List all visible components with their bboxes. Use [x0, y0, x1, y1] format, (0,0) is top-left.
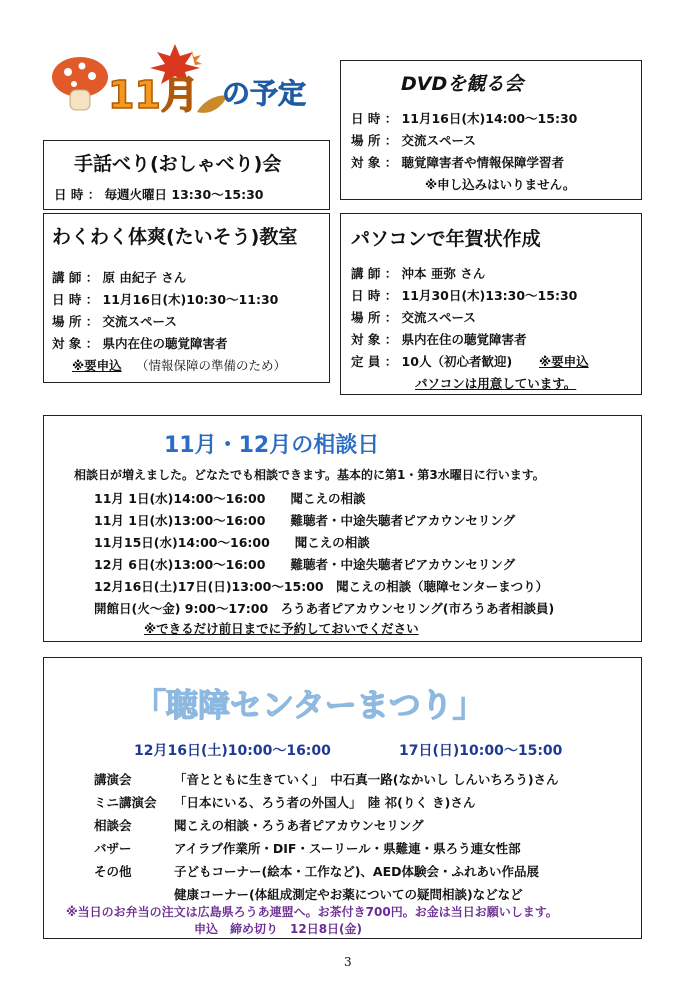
pc-row-place: 場 所 ： 交流スペース: [351, 310, 476, 325]
matsuri-text-1: 「音とともに生きていく」 中石真一路(なかいし しんいちろう)さん: [174, 772, 559, 787]
taiso-row-place: 場 所 ： 交流スペース: [52, 314, 177, 329]
shuwa-row-datetime: 日 時 ： 毎週火曜日 13:30～15:30: [54, 187, 264, 202]
title-rest: の予定: [222, 77, 307, 110]
soudan-title: 11月・12月の相談日: [164, 433, 380, 458]
taiso-box: [43, 213, 330, 383]
taiso-row-target: 対 象 ： 県内在住の聴覚障害者: [52, 336, 228, 351]
shuwa-title: 手話べり(おしゃべり)会: [74, 153, 282, 175]
mushroom-icon: [50, 52, 110, 114]
title-month: 11月: [108, 73, 199, 117]
pc-row-datetime: 日 時 ： 11月30日(木)13:30～15:30: [351, 288, 578, 303]
taiso-row-lecturer: 講 師 ： 原 由紀子 さん: [52, 270, 187, 285]
matsuri-note: ※当日のお弁当の注文は広島県ろうあ連盟へ。お茶付き700円。お金は当日お願いします。: [66, 905, 558, 919]
page-number: 3: [344, 955, 352, 969]
matsuri-date-1: 12月16日(土)10:00～16:00: [134, 743, 331, 759]
matsuri-label-1: 講演会: [94, 772, 132, 787]
pc-row-apply: ※要申込: [539, 354, 589, 369]
dvd-title: DVDを観る会: [401, 73, 524, 95]
soudan-box: [43, 415, 642, 642]
taiso-row-datetime: 日 時 ： 11月16日(木)10:30～11:30: [52, 292, 279, 307]
matsuri-label-5: その他: [94, 864, 132, 879]
pc-title: パソコンで年賀状作成: [351, 228, 541, 250]
soudan-row-1: 11月 1日(水)14:00～16:00 聞こえの相談: [94, 491, 366, 506]
dvd-row-datetime: 日 時 ： 11月16日(木)14:00～15:30: [351, 111, 578, 126]
soudan-note: ※できるだけ前日までに予約しておいでください: [144, 621, 419, 636]
matsuri-label-4: バザー: [94, 841, 132, 856]
matsuri-text-6: 健康コーナー(体組成測定やお薬についての疑問相談)などなど: [174, 887, 523, 902]
matsuri-deadline: 申込 締め切り 12日8日(金): [194, 922, 363, 936]
dvd-row-note: ※申し込みはいりません。: [425, 177, 576, 192]
soudan-row-6: 開館日(火～金) 9:00～17:00 ろうあ者ピアカウンセリング(市ろうあ者相談員): [94, 601, 555, 616]
soudan-row-4: 12月 6日(水)13:00～16:00 難聴者・中途失聴者ピアカウンセリング: [94, 557, 516, 572]
shuwa-box: [43, 140, 330, 210]
soudan-row-3: 11月15日(水)14:00～16:00 聞こえの相談: [94, 535, 370, 550]
soudan-intro: 相談日が増えました。どなたでも相談できます。基本的に第1・第3水曜日に行います。: [74, 468, 545, 482]
pc-row-lecturer: 講 師 ： 沖本 亜弥 さん: [351, 266, 486, 281]
matsuri-box: [43, 657, 642, 939]
matsuri-label-2: ミニ講演会: [94, 795, 157, 810]
header-title: [50, 42, 330, 122]
taiso-row-apply: ※要申込: [72, 358, 122, 373]
taiso-title: わくわく体爽(たいそう)教室: [52, 226, 298, 248]
pc-row-pc-note: パソコンは用意しています。: [415, 376, 577, 391]
matsuri-text-3: 聞こえの相談・ろうあ者ピアカウンセリング: [174, 818, 424, 833]
dvd-row-target: 対 象 ： 聴覚障害者や情報保障学習者: [351, 155, 565, 170]
matsuri-text-5: 子どもコーナー(絵本・工作など)、AED体験会・ふれあい作品展: [174, 864, 540, 879]
soudan-row-5: 12月16日(土)17日(日)13:00～15:00 聞こえの相談（聴障センターまつり）: [94, 579, 549, 594]
pc-box: [340, 213, 642, 395]
matsuri-text-2: 「日本にいる、ろう者の外国人」 陸 祁(りく き)さん: [174, 795, 476, 810]
matsuri-label-3: 相談会: [94, 818, 132, 833]
pc-row-target: 対 象 ： 県内在住の聴覚障害者: [351, 332, 527, 347]
dvd-box: [340, 60, 642, 200]
dvd-row-place: 場 所 ： 交流スペース: [351, 133, 476, 148]
matsuri-title: 「聴障センターまつり」: [134, 686, 485, 724]
pc-row-capacity: 定 員 ： 10人（初心者歓迎): [351, 354, 513, 369]
taiso-row-reason: （情報保障の準備のため）: [136, 358, 287, 373]
matsuri-text-4: アイラブ作業所・DIF・スーリール・県難連・県ろう連女性部: [174, 841, 521, 856]
soudan-row-2: 11月 1日(水)13:00～16:00 難聴者・中途失聴者ピアカウンセリング: [94, 513, 516, 528]
matsuri-date-2: 17日(日)10:00～15:00: [399, 743, 563, 759]
